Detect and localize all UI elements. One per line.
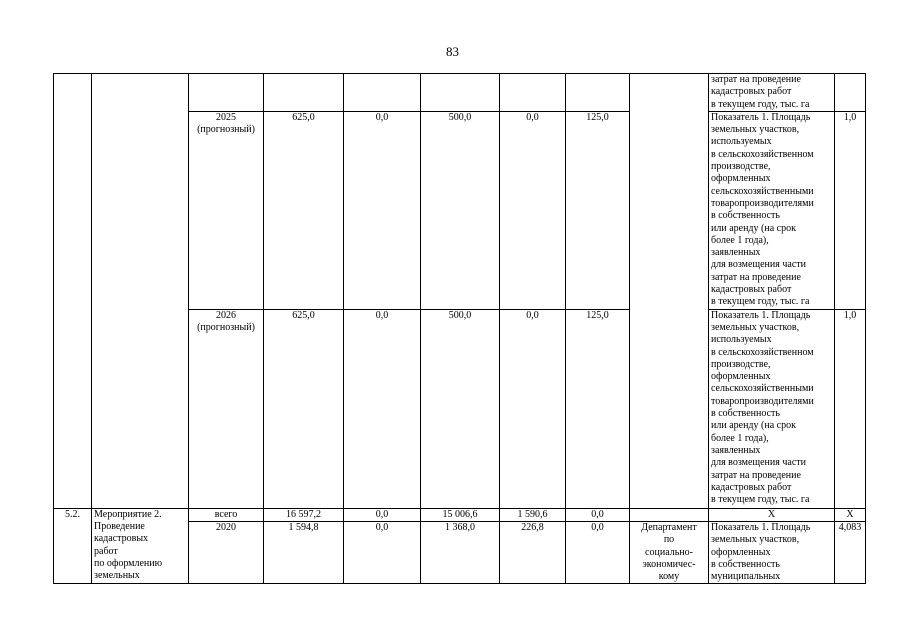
reg-cell (421, 74, 500, 112)
year-cell (189, 74, 264, 112)
num-cell: 5.2. (54, 508, 92, 584)
value-cell: 1,0 (835, 111, 866, 309)
fed-cell: 0,0 (344, 309, 421, 508)
reg-cell: 15 006,6 (421, 508, 500, 521)
other-cell: 125,0 (566, 309, 630, 508)
total-cell: 16 597,2 (264, 508, 344, 521)
mun-cell: 0,0 (500, 309, 566, 508)
executor-cell (630, 74, 709, 509)
fed-cell: 0,0 (344, 508, 421, 521)
budget-table (53, 73, 866, 584)
other-cell: 0,0 (566, 508, 630, 521)
other-cell: 125,0 (566, 111, 630, 309)
reg-cell: 500,0 (421, 111, 500, 309)
fed-cell: 0,0 (344, 111, 421, 309)
table-row (54, 508, 866, 521)
indicator-cell: Показатель 1. Площадь земельных участков, используемых в сельскохозяйственном производстве, оформленных сельскохозяйственными товаропроизводителями в собственность или аренду (на срок более 1 года), заявленных для возмещения части затрат на проведение кадастровых работ в текущем году, тыс. га (709, 309, 835, 508)
mun-cell: 1 590,6 (500, 508, 566, 521)
name-cell (92, 74, 189, 509)
value-cell (835, 74, 866, 112)
fed-cell (344, 74, 421, 112)
indicator-cell: Показатель 1. Площадь земельных участков, оформленных в собственность муниципальных (709, 521, 835, 583)
value-cell: 1,0 (835, 309, 866, 508)
total-cell: 1 594,8 (264, 521, 344, 583)
num-cell (54, 74, 92, 509)
total-cell: 625,0 (264, 111, 344, 309)
executor-cell: Департамент по социально- экономичес- кому (630, 521, 709, 583)
mun-cell: 0,0 (500, 111, 566, 309)
indicator-cell: Х (709, 508, 835, 521)
reg-cell: 500,0 (421, 309, 500, 508)
total-cell (264, 74, 344, 112)
table-row (54, 74, 866, 112)
value-cell: 4,083 (835, 521, 866, 583)
total-cell: 625,0 (264, 309, 344, 508)
mun-cell (500, 74, 566, 112)
name-cell: Мероприятие 2. Проведение кадастровых работ по оформлению земельных (92, 508, 189, 584)
executor-cell (630, 508, 709, 521)
other-cell: 0,0 (566, 521, 630, 583)
fed-cell: 0,0 (344, 521, 421, 583)
reg-cell: 1 368,0 (421, 521, 500, 583)
year-cell: 2026 (прогнозный) (189, 309, 264, 508)
mun-cell: 226,8 (500, 521, 566, 583)
other-cell (566, 74, 630, 112)
year-cell: всего (189, 508, 264, 521)
indicator-cell: затрат на проведение кадастровых работ в текущем году, тыс. га (709, 74, 835, 112)
indicator-cell: Показатель 1. Площадь земельных участков, используемых в сельскохозяйственном производстве, оформленных сельскохозяйственными товаропроизводителями в собственность или аренду (на срок более 1 года), заявленных для возмещения части затрат на проведение кадастровых работ в текущем году, тыс. га (709, 111, 835, 309)
page-number: 83 (446, 44, 459, 59)
value-cell: Х (835, 508, 866, 521)
year-cell: 2020 (189, 521, 264, 583)
year-cell: 2025 (прогнозный) (189, 111, 264, 309)
